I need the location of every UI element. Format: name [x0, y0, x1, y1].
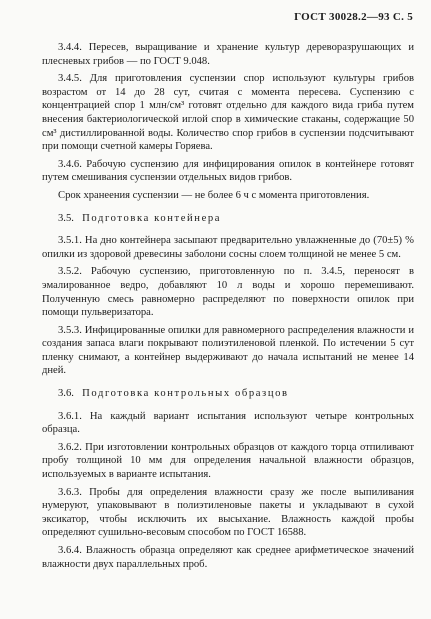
section-title: Подготовка контрольных образцов [82, 388, 289, 400]
paragraph-3-4-4: 3.4.4. Пересев, выращивание и хранение культур дереворазрушающих и плесневых грибов — по ГОСТ 9.048. [42, 42, 414, 67]
document-body [42, 41, 414, 575]
paragraph-3-5-1: 3.5.1. На дно контейнера засыпают предварительно увлажненные до (70±5) % опилки из здоровой древесины заболони сосны слоем толщиной не менее 5 см. [42, 235, 414, 260]
paragraph-3-6-3: 3.6.3. Пробы для определения влажности сразу же после выпиливания нумеруют, упаковывают в полиэтиленовые пакеты и укладывают в сухой эксикатор, чтобы исключить их высыхание. Влажность каждой пробы определяют сушильно-весовым способом по ГОСТ 16588. [42, 486, 414, 539]
paragraph-3-6-4: 3.6.4. Влажность образца определяют как среднее арифметическое значений влажности двух параллельных проб. [42, 545, 414, 570]
section-number: 3.5. [58, 212, 74, 224]
paragraph-3-6-2: 3.6.2. При изготовлении контрольных образцов от каждого торца отпиливают пробу толщиной 10 мм для определения начальной влажности образцов, используемых в варианте испытания. [42, 441, 414, 481]
paragraph-3-4-6: 3.4.6. Рабочую суспензию для инфицирования опилок в контейнере готовят путем смешивания суспензии отдельных видов грибов. [42, 158, 414, 184]
section-heading-3-6 [58, 387, 414, 401]
page-header: ГОСТ 30028.2—93 С. 5 [294, 11, 413, 23]
paragraph-3-5-2: 3.5.2. Рабочую суспензию, приготовленную по п. 3.4.5, переносят в эмалированное ведро, добавляют 10 л воды и хорошо перемешивают. Полученную смесь равномерно распределяют по поверхности опилок при помощи пульверизатора. [42, 266, 414, 319]
paragraph-3-6-1: 3.6.1. На каждый вариант испытания используют четыре контрольных образца. [42, 410, 414, 436]
paragraph-storage-term: Срок хранеeния суспензии — не более 6 ч с момента приготовления. [58, 189, 370, 201]
section-number: 3.6. [58, 388, 74, 400]
section-heading-3-5 [58, 212, 414, 226]
section-title: Подготовка контейнера [82, 212, 222, 224]
paragraph-3-4-5: 3.4.5. Для приготовления суспензии спор используют культуры грибов возрастом от 14 до 28 сут, считая с момента пересева. Суспензию с концентрацией спор 1 млн/см³ готовят отдельно для каждого вида гриба путем внесения бактериологической иглой спор в химические стаканы, содержащие 50 см³ дистиллированной воды. Количество спор грибов в суспензии подсчитывают при помощи счетной камеры Горяева. [42, 73, 414, 153]
paragraph-3-5-3: 3.5.3. Инфицированные опилки для равномерного распределения влажности и создания запаса влаги покрывают полиэтиленовой пленкой. По истечении 5 сут пленку снимают, а контейнер выдерживают до начала испытаний не менее 14 дней. [42, 324, 414, 377]
